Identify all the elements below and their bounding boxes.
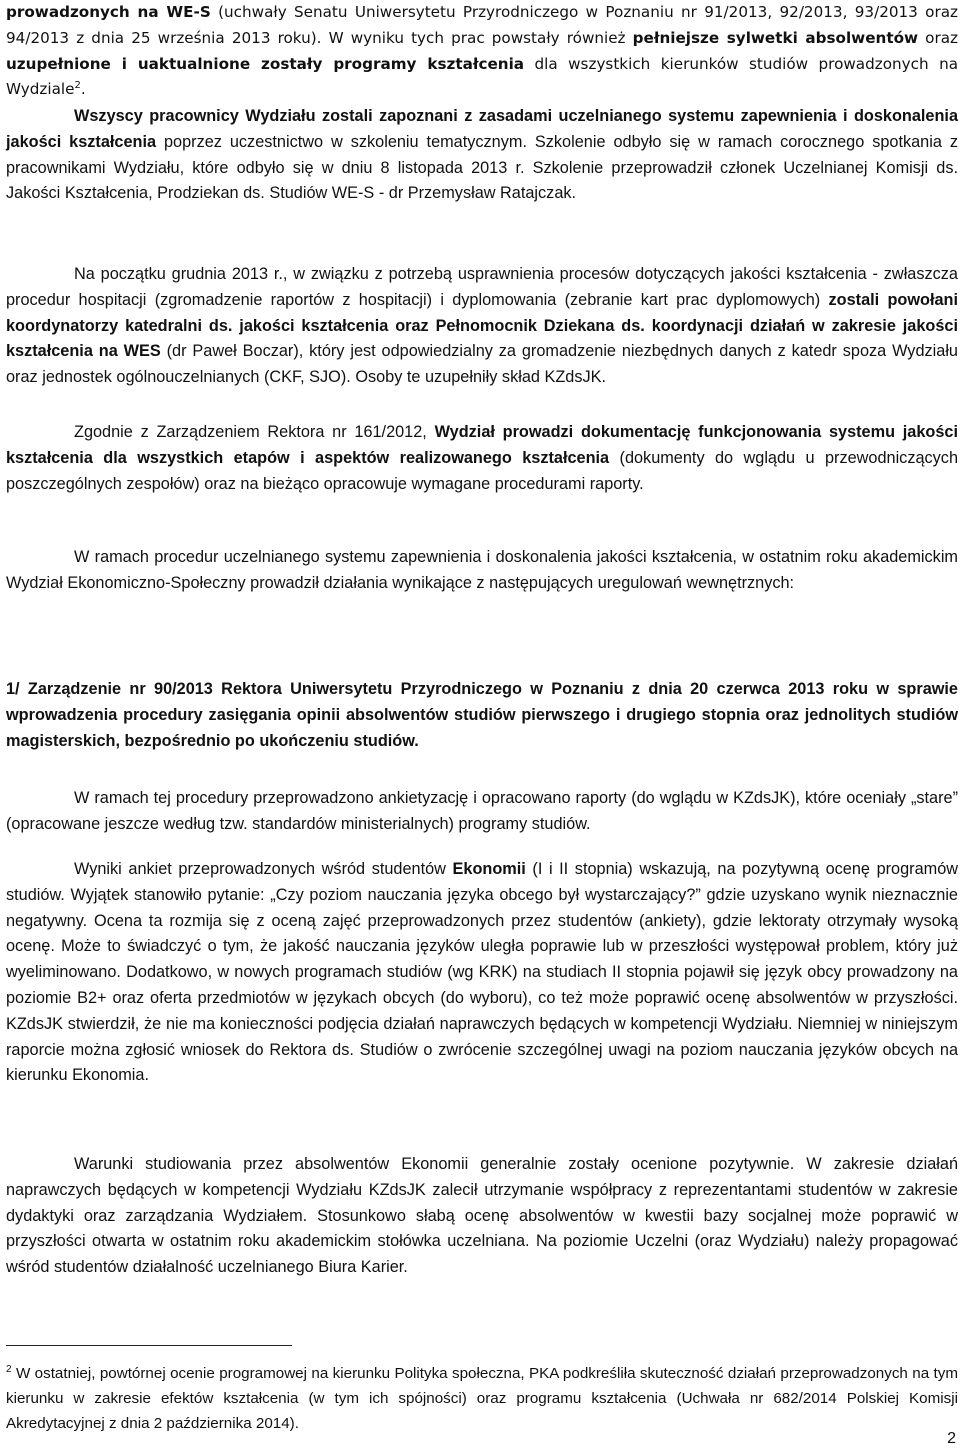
paragraph-regulations-intro [6, 545, 958, 597]
footnote [6, 1361, 958, 1436]
bold-text: Wydział prowadzi dokumentację funkcjonowania systemu jakości kształcenia dla wszystkich etapów i aspektów realizowanego kształcenia [6, 423, 958, 467]
text: W ramach procedur uczelnianego systemu zapewnienia i doskonalenia jakości kształcenia, w ostatnim roku akademickim Wydział Ekonomiczno-Społeczny prowadził działania wynikające z następujących uregulowań wewnętrznych: [6, 548, 958, 592]
paragraph-study-conditions [6, 1152, 958, 1281]
heading-regulation-1 [6, 677, 958, 754]
paragraph-economics-results [6, 857, 958, 1089]
text: (dr Paweł Boczar), który jest odpowiedzialny za gromadzenie niezbędnych danych z katedr spoza Wydziału oraz jednostek ogólnouczelnianych (CKF, SJO). Osoby te uzupełniły skład KZdsJK. [6, 342, 958, 387]
text: . [80, 80, 86, 99]
text: Na początku grudnia 2013 r. [74, 265, 283, 283]
bold-text: pełniejsze sylwetki absolwentów [632, 28, 919, 47]
paragraph-senate-resolutions [6, 0, 958, 103]
text: , w związku z potrzebą usprawnienia procesów dotyczących jakości kształcenia - zwłaszcza procedur hospitacji (zgromadzenie raportów z hospitacji) i dyplomowania (zebranie kart prac dyplomowych) [6, 265, 958, 309]
footnote-ref: 2 [74, 80, 81, 92]
text: Warunki studiowania przez absolwentów Ekonomii generalnie zostały ocenione pozytywnie. W zakresie działań naprawczych będących w kompetencji Wydziału KZdsJK zalecił utrzymanie współpracy z reprezentantami studentów w zakresie dydaktyki oraz zarządzania Wydziałem. Stosunkowo słabą ocenę absolwentów w kwestii bazy socjalnej może poprawić w przyszłości otwarta w ostatnim roku akademickim stołówka uczelniana. Na poziomie Uczelni (oraz Wydziału) należy propagować wśród studentów działalność uczelnianego Biura Karier. [6, 1155, 958, 1277]
paragraph-training [6, 104, 958, 207]
text: oraz [918, 28, 958, 47]
text: Wyniki ankiet przeprowadzonych wśród studentów [74, 860, 453, 878]
bold-text: uzupełnione i uaktualnione zostały programy kształcenia [6, 54, 525, 73]
page-number: 2 [947, 1430, 956, 1447]
text: (uchwały Senatu Uniwersytetu Przyrodniczego w Poznaniu nr 91/2013, 92/2013, 93/2013 oraz 94/2013 z dnia 25 września 2013 roku). W wyniku tych prac powstały również [6, 3, 958, 47]
bold-text: Ekonomii [452, 860, 526, 878]
bold-text: 1/ Zarządzenie nr 90/2013 Rektora Uniwersytetu Przyrodniczego w Poznaniu z dnia 20 czerwca 2013 roku w sprawie wprowadzenia procedury zasięgania opinii absolwentów studiów pierwszego i drugiego stopnia oraz jednolitych studiów magisterskich, bezpośrednio po ukończeniu studiów. [6, 680, 958, 750]
bold-text: Wszyscy pracownicy Wydziału zostali zapoznani z zasadami uczelnianego systemu zapewnienia i doskonalenia jakości kształcenia [6, 107, 958, 151]
footnote-separator [6, 1345, 292, 1346]
bold-text: zostali powołani koordynatorzy katedralni ds. jakości kształcenia oraz Pełnomocnik Dziekana ds. koordynacji działań w zakresie jakości kształcenia na WES [6, 290, 958, 361]
paragraph-documentation [6, 420, 958, 497]
bold-text: prowadzonych na WE-S [6, 3, 211, 21]
text: Zgodnie z Zarządzeniem Rektora nr 161/2012, [74, 423, 435, 441]
paragraph-survey-procedure [6, 786, 958, 838]
text: poprzez uczestnictwo w szkoleniu tematycznym. Szkolenie odbyło się w ramach corocznego spotkania z pracownikami Wydziału, które odbyło się w dniu 8 listopada 2013 r. Szkolenie przeprowadził członek Uczelnianej Komisji ds. Jakości Kształcenia, Prodziekan ds. Studiów WE-S - dr Przemysław Ratajczak. [6, 132, 958, 203]
text: (dokumenty do wglądu u przewodniczących poszczególnych zespołów) oraz na bieżąco opracowuje wymagane procedurami raporty. [6, 448, 958, 493]
footnote-number: 2 [6, 1363, 12, 1375]
text: W ramach tej procedury przeprowadzono ankietyzację i opracowano raporty (do wglądu w KZdsJK), które oceniały „stare” (opracowane jeszcze według tzw. standardów ministerialnych) programy studiów. [6, 789, 958, 833]
text: dla wszystkich kierunków studiów prowadzonych na Wydziale [6, 54, 958, 99]
footnote-text: W ostatniej, powtórnej ocenie programowej na kierunku Polityka społeczna, PKA podkreśliła skuteczność działań przeprowadzonych na tym kierunku w zakresie efektów kształcenia (w tym ich spójności) oraz programu kształcenia (Uchwała nr 682/2014 Polskiej Komisji Akredytacyjnej z dnia 2 października 2014). [6, 1365, 958, 1432]
text: (I i II stopnia) wskazują, na pozytywną ocenę programów studiów. Wyjątek stanowiło pytanie: „Czy poziom nauczania języka obcego był wystarczający?” gdzie uzyskano wynik nieznacznie negatywny. Ocena ta rozmija się z oceną zajęć przeprowadzonych przez studentów (ankiety), gdzie lektoraty otrzymały wysoką ocenę. Może to świadczyć o tym, że jakość nauczania języków uległa poprawie lub w przeszłości występował problem, który już wyeliminowano. Dodatkowo, w nowych programach studiów (wg KRK) na studiach II stopnia pojawił się język obcy prowadzony na poziomie B2+ oraz oferta przedmiotów w językach obcych (do wyboru), co też może poprawić ocenę absolwentów w przyszłości. KZdsJK stwierdził, że nie ma konieczności podjęcia działań naprawczych będących w kompetencji Wydziału. Niemniej w niniejszym raporcie można zgłosić wniosek do Rektora ds. Studiów o zwrócenie szczególnej uwagi na poziom nauczania języków obcych na kierunku Ekonomia. [6, 860, 959, 1085]
paragraph-coordinators [6, 262, 958, 391]
